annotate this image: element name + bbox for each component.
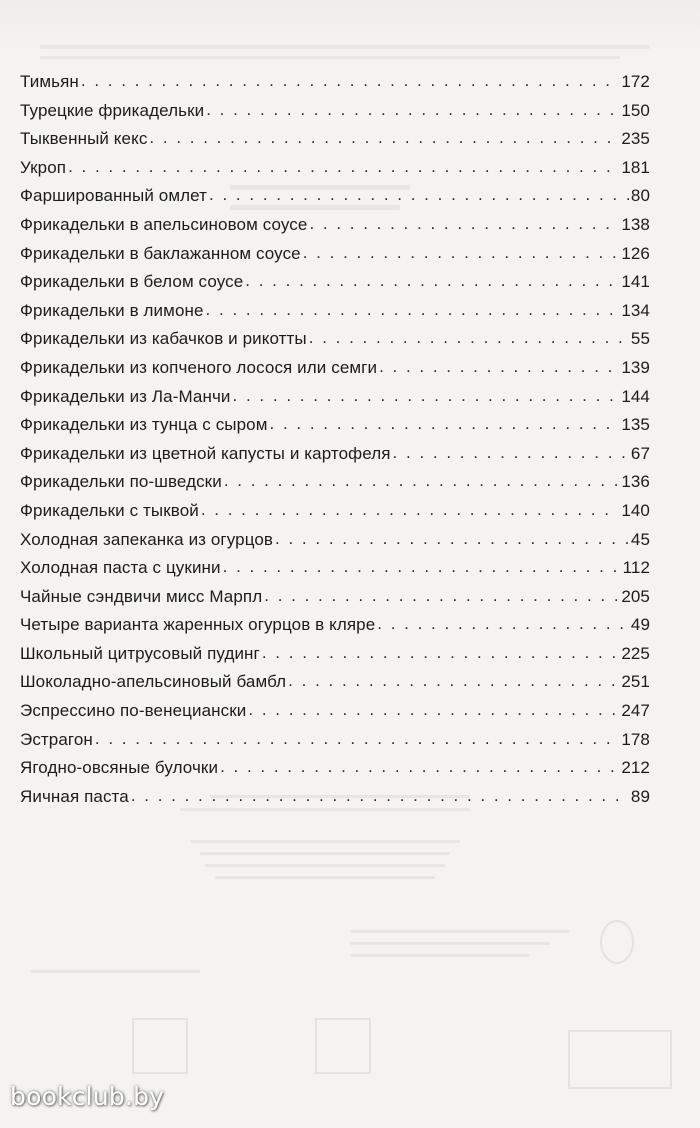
dot-leader [275,525,629,554]
entry-title: Фрикадельки в лимоне [20,300,204,320]
entry-page-number: 178 [621,729,650,749]
dot-leader [201,496,619,525]
entry-title: Фрикадельки из копченого лосося или семги [20,357,378,377]
dot-leader [220,753,619,782]
index-entry [20,611,650,640]
entry-title: Тимьян [20,72,79,91]
entry-page-number: 225 [621,643,650,663]
index-entry [20,383,650,412]
entry-page-number: 144 [621,386,650,406]
dot-leader [379,353,619,382]
site-watermark: bookclub.by [10,1082,165,1111]
entry-page-number: 112 [622,558,650,578]
entry-title: Эспрессино по-венециански [20,701,247,721]
dot-leader [270,410,620,439]
entry-title: Четыре варианта жаренных огурцов в кляре [20,615,376,635]
entry-title: Фрикадельки с тыквой [20,500,199,520]
entry-page-number: 49 [630,615,650,635]
entry-title: Фрикадельки в баклажанном соусе [20,243,301,263]
entry-page-number: 212 [621,758,650,778]
dot-leader [95,725,619,754]
entry-page-number: 138 [621,214,650,234]
entry-title: Чайные сэндвичи мисс Марпл [20,586,263,606]
dot-leader [288,667,619,696]
entry-title: Яичная паста [20,786,129,806]
entry-page-number: 67 [630,443,650,463]
index-entry [20,97,650,126]
entry-page-number: 235 [621,129,650,149]
dot-leader [393,439,629,468]
dot-leader [131,782,629,811]
recipe-index-list [20,68,650,811]
dot-leader [149,124,619,153]
dot-leader [264,582,619,611]
index-entry [20,754,650,783]
index-entry [20,497,650,526]
entry-page-number: 172 [621,72,650,91]
entry-page-number: 45 [630,529,650,549]
entry-title: Шоколадно-апельсиновый бамбл [20,672,287,692]
index-entry [20,154,650,183]
entry-title: Школьный цитрусовый пудинг [20,643,260,663]
index-entry [20,526,650,555]
index-entry [20,240,650,269]
entry-page-number: 135 [621,415,650,435]
index-entry [20,182,650,211]
entry-title: Турецкие фрикадельки [20,100,205,120]
entry-page-number: 150 [621,100,650,120]
entry-page-number: 136 [621,472,650,492]
entry-title: Фрикадельки по-шведски [20,472,222,492]
entry-title: Укроп [20,157,67,177]
entry-page-number: 140 [621,500,650,520]
entry-title: Холодная запеканка из огурцов [20,529,274,549]
entry-page-number: 55 [630,329,650,349]
entry-title: Фаршированный омлет [20,186,208,206]
index-entry [20,411,650,440]
entry-title: Фрикадельки в апельсиновом соусе [20,214,308,234]
dot-leader [233,382,620,411]
entry-page-number: 247 [621,701,650,721]
dot-leader [206,96,619,125]
entry-page-number: 181 [621,157,650,177]
entry-title: Фрикадельки из цветной капусты и картофеля [20,443,391,463]
index-entry [20,783,650,812]
entry-page-number: 80 [630,186,650,206]
dot-leader [309,210,619,239]
dot-leader [245,267,619,296]
dot-leader [309,324,629,353]
index-entry [20,640,650,669]
index-entry [20,325,650,354]
index-entry [20,583,650,612]
dot-leader [68,153,619,182]
dot-leader [224,467,620,496]
entry-page-number: 126 [621,243,650,263]
index-entry [20,354,650,383]
dot-leader [81,67,619,96]
entry-title: Холодная паста с цукини [20,558,221,578]
index-entry [20,68,650,97]
index-entry [20,125,650,154]
entry-title: Тыквенный кекс [20,129,148,149]
entry-page-number: 205 [621,586,650,606]
entry-page-number: 141 [621,272,650,292]
index-entry [20,297,650,326]
page-top-edge [0,0,700,50]
entry-title: Фрикадельки из кабачков и рикотты [20,329,307,349]
entry-title: Фрикадельки из Ла-Манчи [20,386,231,406]
index-entry [20,697,650,726]
entry-page-number: 134 [621,300,650,320]
entry-page-number: 139 [621,357,650,377]
dot-leader [303,239,620,268]
dot-leader [209,181,629,210]
entry-page-number: 89 [630,786,650,806]
index-entry [20,268,650,297]
dot-leader [248,696,619,725]
index-entry [20,554,650,583]
dot-leader [223,553,621,582]
entry-page-number: 251 [621,672,650,692]
index-entry [20,440,650,469]
dot-leader [206,296,620,325]
entry-title: Фрикадельки из тунца с сыром [20,415,268,435]
dot-leader [377,610,629,639]
entry-title: Фрикадельки в белом соусе [20,272,244,292]
index-entry [20,726,650,755]
entry-title: Эстрагон [20,729,93,749]
index-entry [20,211,650,240]
dot-leader [262,639,619,668]
index-entry [20,468,650,497]
entry-title: Ягодно-овсяные булочки [20,758,219,778]
index-entry [20,668,650,697]
